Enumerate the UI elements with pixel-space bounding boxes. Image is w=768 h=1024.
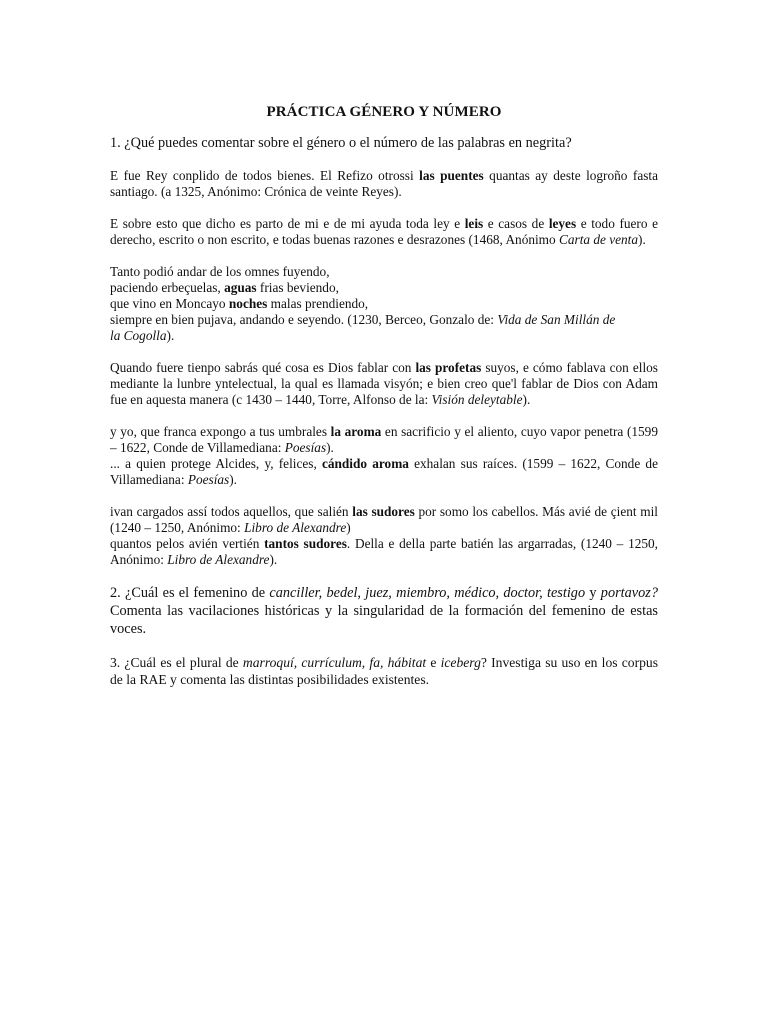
document-body [110, 134, 658, 704]
verse-line: Tanto podió andar de los omnes fuyendo, [110, 264, 330, 279]
paragraph-vision-deleytable: Quando fuere tienpo sabrás qué cosa es Dios fablar con las profetas suyos, e cómo fablava con ellos mediante la lunbre yntelectual, la qual es llamada visyón; e bien creo que'l fablar de Dios con Adam fue en aquesta manera (c 1430 – 1440, Torre, Alfonso de la: Visión deleytable). [110, 360, 658, 407]
question-3: 3. ¿Cuál es el plural de marroquí, currículum, fa, hábitat e iceberg? Investiga su uso en los corpus de la RAE y comenta las distintas posibilidades existentes. [110, 655, 658, 687]
quote-tantos-sudores: quantos pelos avién vertién tantos sudores. Della e della parte batién las argarradas, (1240 – 1250, Anónimo: Libro de Alexandre). [110, 536, 658, 567]
paragraph-cronica: E fue Rey conplido de todos bienes. El Refizo otrossi las puentes quantas ay deste logroño fasta santiago. (a 1325, Anónimo: Crónica de veinte Reyes). [110, 168, 658, 199]
verse-berceo [110, 264, 658, 344]
verse-line: la Cogolla). [110, 328, 175, 343]
verse-line: siempre en bien pujava, andando e seyendo. (1230, Berceo, Gonzalo de: Vida de San Millán de [110, 312, 616, 327]
question-2: 2. ¿Cuál es el femenino de canciller, bedel, juez, miembro, médico, doctor, testigo y portavoz? Comenta las vacilaciones históricas y la singularidad de la formación del femenino de estas voces. [110, 585, 658, 637]
paragraph-villamediana [110, 424, 658, 488]
page-title: PRÁCTICA GÉNERO Y NÚMERO [266, 104, 502, 120]
quote-candido-aroma: ... a quien protege Alcides, y, felices, cándido aroma exhalan sus raíces. (1599 – 1622, Conde de Villamediana: Poesías). [110, 456, 658, 487]
paragraph-carta-de-venta: E sobre esto que dicho es parto de mi e de mi ayuda toda ley e leis e casos de leyes e todo fuero e derecho, escrito o non escrito, e todas buenas razones e desrazones (1468, Anónimo Carta de venta). [110, 216, 658, 247]
paragraph-alexandre [110, 504, 658, 568]
verse-line: paciendo erbeçuelas, aguas frias beviendo, [110, 280, 339, 295]
verse-line: que vino en Moncayo noches malas prendiendo, [110, 296, 369, 311]
quote-las-sudores: ivan cargados assí todos aquellos, que salién las sudores por somo los cabellos. Más avié de çient mil (1240 – 1250, Anónimo: Libro de Alexandre) [110, 504, 658, 535]
question-1: 1. ¿Qué puedes comentar sobre el género o el número de las palabras en negrita? [110, 135, 572, 151]
quote-la-aroma: y yo, que franca expongo a tus umbrales la aroma en sacrificio y el aliento, cuyo vapor penetra (1599 – 1622, Conde de Villamediana: Poesías). [110, 424, 658, 455]
